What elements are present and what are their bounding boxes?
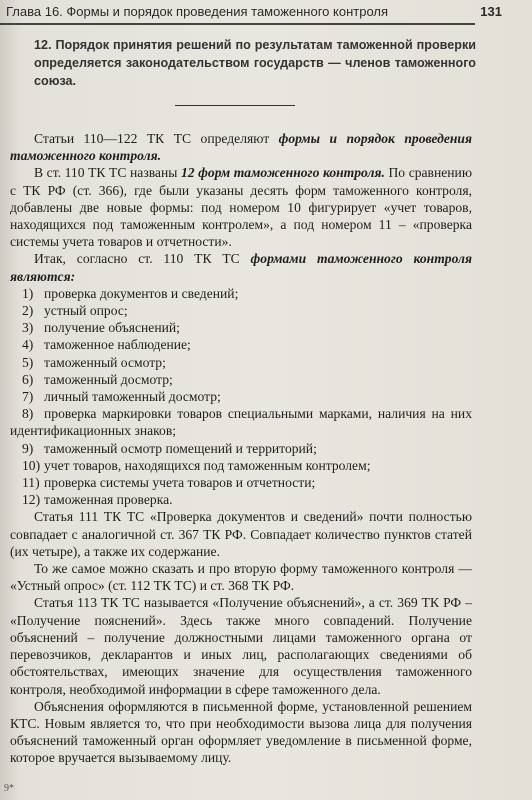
- list-item-number: 1): [22, 285, 34, 301]
- list-item: [10, 405, 472, 439]
- paragraph-article-113: Статья 113 ТК ТС называется «Получение объяснений», а ст. 369 ТК РФ – «Получение пояснений». Здесь также много совпадений. Получение объяснений – получение должностными лицами таможенного органа от перевозчиков, декларантов и иных лиц, располагающих сведениями об обстоятельствах, имеющих значение для осуществления таможенного контроля, необходимой информации в сфере таможенного дела.: [10, 595, 472, 697]
- intro-1-text: Статьи 110—122 ТК ТС определяют: [34, 131, 279, 146]
- list-item-text: проверка системы учета товаров и отчетности;: [44, 475, 316, 491]
- list-item-text: личный таможенный досмотр;: [44, 389, 221, 405]
- intro-3-text: Итак, согласно ст. 110 ТК ТС: [34, 251, 251, 267]
- list-item: [10, 440, 472, 457]
- list-item-number: 6): [22, 371, 34, 387]
- list-item-number: 5): [22, 354, 34, 370]
- signature-mark: 9*: [4, 783, 14, 794]
- list-item: [10, 457, 472, 474]
- intro-2-emphasis: 12 форм таможенного контроля.: [180, 165, 385, 181]
- list-item: [10, 354, 472, 371]
- list-item-text: таможенная проверка.: [44, 492, 173, 508]
- running-header: [0, 0, 532, 22]
- header-rule: [0, 23, 475, 25]
- list-item: [10, 285, 472, 302]
- list-item: [10, 336, 472, 353]
- list-item: [10, 371, 472, 388]
- list-item: [10, 474, 472, 491]
- list-item-text: таможенное наблюдение;: [44, 337, 191, 353]
- list-item-number: 7): [22, 389, 34, 405]
- list-item-number: 12): [22, 492, 41, 508]
- list-item-text: проверка маркировки товаров специальными марками, наличия на них идентификационных знаков;: [10, 406, 472, 439]
- list-item-text: учет товаров, находящихся под таможенным контролем;: [44, 457, 371, 473]
- summary-item-12: [14, 36, 476, 90]
- list-item: [10, 302, 472, 319]
- paragraph-intro-3: [10, 250, 472, 284]
- list-item-number: 2): [22, 303, 34, 319]
- chapter-title: Глава 16. Формы и порядок проведения таможенного контроля: [6, 3, 389, 19]
- paragraph-article-111: Статья 111 ТК ТС «Проверка документов и сведений» почти полностью совпадает с аналогичной ст. 367 ТК РФ. Совпадает количество пунктов статей (их четыре), а также их содержание.: [10, 509, 472, 559]
- list-item-text: таможенный осмотр;: [44, 354, 166, 370]
- paragraph-intro-1: [10, 130, 472, 164]
- list-item-number: 4): [22, 337, 34, 353]
- list-item-number: 10): [22, 457, 41, 473]
- intro-2-rest: По сравнению с ТК РФ (ст. 366), где были указаны десять форм таможенного контроля, добавлены две новые формы: под номером 10 фигурирует «учет товаров, находящихся под таможенным контролем», а под номером 11 – «проверка системы учета товаров и отчетности».: [10, 165, 472, 250]
- forms-list: [10, 285, 472, 509]
- list-item-number: 9): [22, 440, 34, 456]
- paragraph-intro-2: [10, 164, 472, 250]
- list-item-number: 3): [22, 320, 34, 336]
- page-number: 131: [480, 3, 502, 19]
- body-text: [10, 130, 472, 767]
- intro-3-emphasis: формами таможенного контроля являются:: [10, 251, 472, 284]
- section-divider: [175, 105, 295, 106]
- list-item-text: проверка документов и сведений;: [44, 285, 239, 301]
- list-item-text: получение объяснений;: [44, 320, 180, 336]
- list-item-text: таможенный осмотр помещений и территорий;: [44, 440, 317, 456]
- list-item-text: таможенный досмотр;: [44, 371, 173, 387]
- list-item: [10, 491, 472, 508]
- paragraph-article-112: То же самое можно сказать и про вторую форму таможенного контроля — «Устный опрос» (ст. 112 ТК ТС) и ст. 368 ТК РФ.: [10, 561, 472, 594]
- summary-text: 12. Порядок принятия решений по результатам таможенной проверки определяется законодательством государств — членов таможенного союза.: [34, 38, 476, 88]
- list-item-text: устный опрос;: [44, 303, 128, 319]
- list-item-number: 11): [22, 475, 40, 491]
- list-item: [10, 388, 472, 405]
- list-item: [10, 319, 472, 336]
- intro-2-text: В ст. 110 ТК ТС названы: [34, 165, 181, 181]
- paragraph-explanations: Объяснения оформляются в письменной форме, установленной решением КТС. Новым является то, что при необходимости вызова лица для получения объяснений таможенный орган оформляет уведомление в письменной форме, которое вручается вызываемому лицу.: [10, 698, 472, 766]
- intro-1-emphasis: формы и порядок проведения таможенного контроля.: [10, 131, 472, 164]
- list-item-number: 8): [22, 406, 34, 422]
